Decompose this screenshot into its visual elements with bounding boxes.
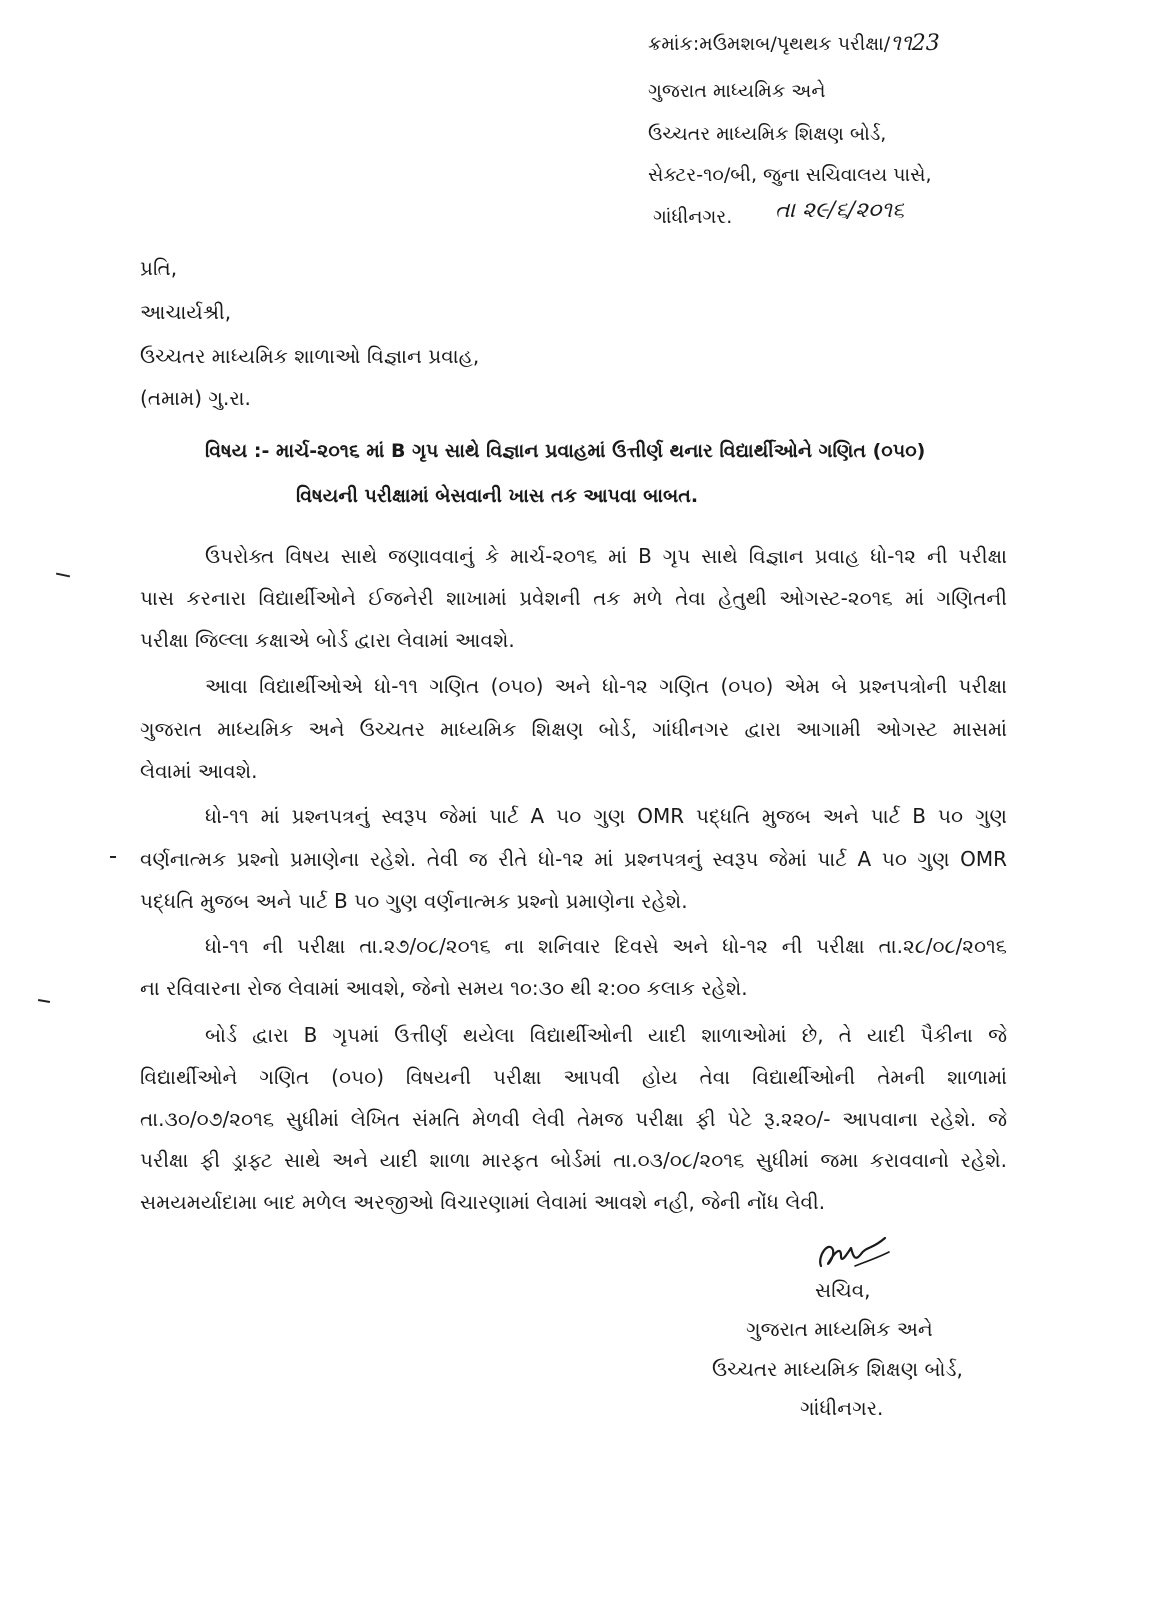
paragraph-1-line3: પરીક્ષા જિલ્લા કક્ષાએ બોર્ડ દ્વારા લેવામાં આવશે. — [140, 628, 515, 652]
reference-number — [648, 33, 940, 55]
subject-line1: વિષય :- માર્ચ-૨૦૧૬ માં B ગૃપ સાથે વિજ્ઞાન પ્રવાહમાં ઉત્તીર્ણ થનાર વિદ્યાર્થીઓને ગણિત (૦૫૦) — [205, 440, 926, 462]
margin-mark — [38, 999, 50, 1003]
margin-mark — [110, 856, 116, 858]
signature-org-line1: ગુજરાત માધ્યમિક અને — [746, 1317, 933, 1341]
recipient-all: (તમામ) ગુ.રા. — [140, 386, 251, 410]
paragraph-2-line2: ગુજરાત માધ્યમિક અને ઉચ્ચતર માધ્યમિક શિક્ષણ બોર્ડ, ગાંધીનગર દ્વારા આગામી ઓગસ્ટ માસમાં — [140, 717, 1007, 741]
signature-designation: સચિવ, — [815, 1278, 871, 1302]
paragraph-5-line3: તા.૩૦/૦૭/૨૦૧૬ સુધીમાં લેખિત સંમતિ મેળવી લેવી તેમજ પરીક્ષા ફી પેટે રૂ.૨૨૦/- આપવાના રહેશે. જે — [140, 1107, 1007, 1131]
paragraph-4-line1: ધો-૧૧ ની પરીક્ષા તા.૨૭/૦૮/૨૦૧૬ ના શનિવાર દિવસે અને ધો-૧૨ ની પરીક્ષા તા.૨૮/૦૮/૨૦૧૬ — [205, 934, 1007, 958]
paragraph-3-line1: ધો-૧૧ માં પ્રશ્નપત્રનું સ્વરૂપ જેમાં પાર્ટ A ૫૦ ગુણ OMR પદ્ધતિ મુજબ અને પાર્ટ B ૫૦ ગુણ — [205, 804, 1007, 828]
paragraph-5-line5: સમયમર્યાદામા બાદ મળેલ અરજીઓ વિચારણામાં લેવામાં આવશે નહી, જેની નોંધ લેવી. — [140, 1190, 826, 1214]
paragraph-5-line4: પરીક્ષા ફી ડ્રાફ્ટ સાથે અને યાદી શાળા મારફત બોર્ડમાં તા.૦૩/૦૮/૨૦૧૬ સુધીમાં જમા કરાવવાનો રહેશે. — [140, 1148, 1007, 1172]
paragraph-3-line2: વર્ણનાત્મક પ્રશ્નો પ્રમાણેના રહેશે. તેવી જ રીતે ધો-૧૨ માં પ્રશ્નપત્રનું સ્વરૂપ જેમાં પાર્ટ A ૫૦ ગુણ OMR — [140, 847, 1007, 871]
subject-line2: વિષયની પરીક્ષામાં બેસવાની ખાસ તક આપવા બાબત. — [296, 485, 699, 507]
sender-org-line1: ગુજરાત માધ્યમિક અને — [648, 80, 826, 102]
recipient-title: આચાર્યશ્રી, — [140, 300, 232, 324]
sender-address: સેક્ટર-૧૦/બી, જુના સચિવાલય પાસે, — [648, 164, 932, 186]
paragraph-2-line3: લેવામાં આવશે. — [140, 759, 258, 783]
paragraph-3-line3: પદ્ધતિ મુજબ અને પાર્ટ B ૫૦ ગુણ વર્ણનાત્મક પ્રશ્નો પ્રમાણેના રહેશે. — [140, 889, 688, 913]
signature-org-line2: ઉચ્ચતર માધ્યમિક શિક્ષણ બોર્ડ, — [712, 1357, 963, 1381]
recipient-prati: પ્રતિ, — [140, 256, 178, 280]
reference-handwritten-number: ૧૧23 — [890, 31, 940, 56]
paragraph-5-line2: વિદ્યાર્થીઓને ગણિત (૦૫૦) વિષયની પરીક્ષા આપવી હોય તેવા વિદ્યાર્થીઓની તેમની શાળામાં — [140, 1065, 1007, 1089]
sender-city: ગાંધીનગર. — [653, 206, 733, 228]
margin-mark — [56, 573, 70, 578]
handwritten-date: તા ૨૯/૬/૨૦૧૬ — [775, 198, 905, 223]
reference-prefix: ક્રમાંક:મઉમશબ/પૃથથક પરીક્ષા/ — [648, 33, 891, 55]
sender-org-line2: ઉચ્ચતર માધ્યમિક શિક્ષણ બોર્ડ, — [648, 123, 887, 145]
paragraph-2-line1: આવા વિદ્યાર્થીઓએ ધો-૧૧ ગણિત (૦૫૦) અને ધો-૧૨ ગણિત (૦૫૦) એમ બે પ્રશ્નપત્રોની પરીક્ષા — [205, 674, 1007, 698]
paragraph-5-line1: બોર્ડ દ્વારા B ગૃપમાં ઉત્તીર્ણ થયેલા વિદ્યાર્થીઓની યાદી શાળાઓમાં છે, તે યાદી પૈકીના જે — [205, 1023, 1007, 1047]
signature-city: ગાંધીનગર. — [800, 1396, 884, 1420]
signature-scribble — [815, 1232, 895, 1276]
paragraph-1-line2: પાસ કરનારા વિદ્યાર્થીઓને ઈજનેરી શાખામાં પ્રવેશની તક મળે તેવા હેતુથી ઓગસ્ટ-૨૦૧૬ માં ગણિતની — [140, 586, 1007, 610]
paragraph-1-line1: ઉપરોક્ત વિષય સાથે જણાવવાનું કે માર્ચ-૨૦૧૬ માં B ગૃપ સાથે વિજ્ઞાન પ્રવાહ ધો-૧૨ ની પરીક્ષા — [205, 544, 1007, 568]
recipient-schools: ઉચ્ચતર માધ્યમિક શાળાઓ વિજ્ઞાન પ્રવાહ, — [140, 344, 480, 368]
paragraph-4-line2: ના રવિવારના રોજ લેવામાં આવશે, જેનો સમય ૧૦:૩૦ થી ૨:૦૦ કલાક રહેશે. — [140, 976, 748, 1000]
